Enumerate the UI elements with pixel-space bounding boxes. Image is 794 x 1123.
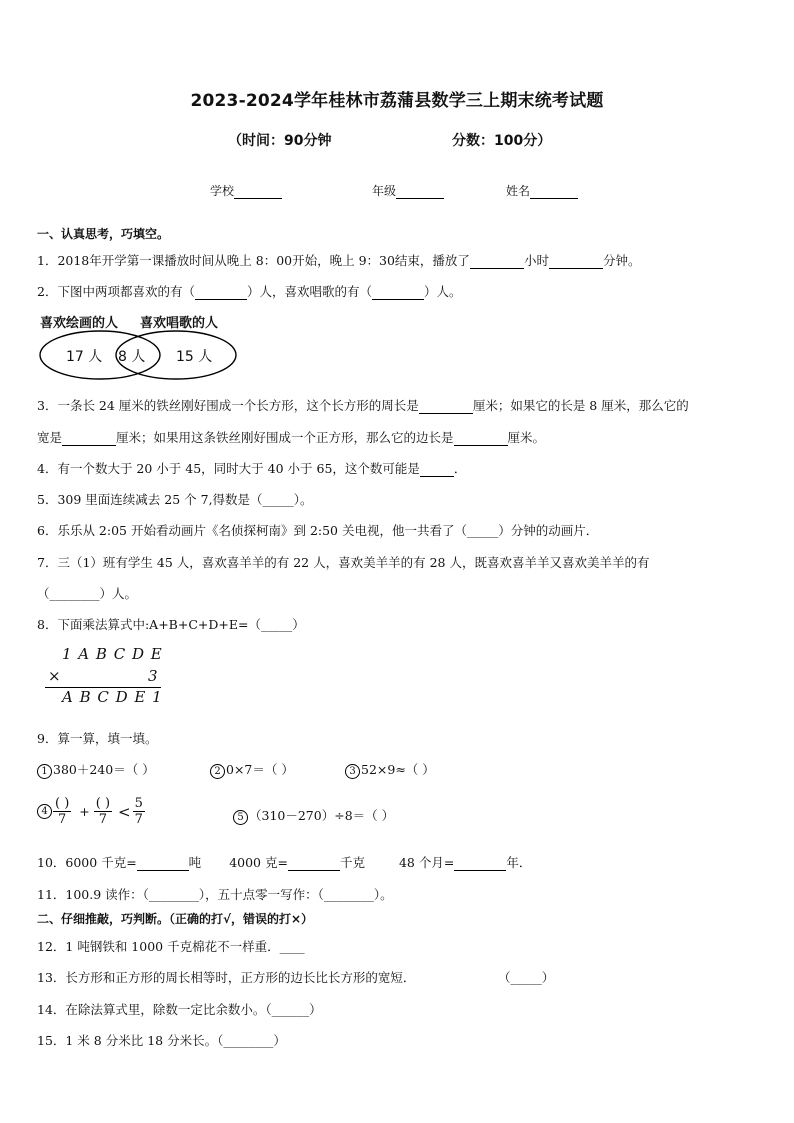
question-4 xyxy=(37,459,466,477)
q1-text-b: 小时 xyxy=(523,253,549,268)
q9-item-4 xyxy=(37,796,145,827)
q9-fraction-1-blank[interactable]: ( ) xyxy=(55,796,70,811)
question-1 xyxy=(37,251,640,269)
q3-blank-width[interactable] xyxy=(62,433,116,446)
question-12: 12．1 吨钢铁和 1000 千克棉花不一样重．____ xyxy=(37,939,305,954)
question-5: 5．309 里面连续减去 25 个 7,得数是（_____）。 xyxy=(37,492,313,507)
venn-left-count: 17 人 xyxy=(66,349,103,365)
question-8: 8．下面乘法算式中:A+B+C+D+E=（_____） xyxy=(37,617,305,632)
grade-field[interactable] xyxy=(372,182,444,199)
q9-item-3 xyxy=(345,760,435,779)
question-6: 6．乐乐从 2:05 开始看动画片《名侦探柯南》到 2:50 关电视，他一共看了（_____）分钟的动画片． xyxy=(37,523,599,538)
question-2 xyxy=(37,282,462,300)
q2-text-b: ）人，喜欢唱歌的有（ xyxy=(246,284,372,299)
circled-number-1: 1 xyxy=(37,764,52,779)
question-3-line1 xyxy=(37,396,689,414)
q10-text-d: 千克 xyxy=(339,855,365,870)
q2-blank-both[interactable] xyxy=(195,287,247,300)
mult-top-row: 1 A B C D E xyxy=(62,645,163,663)
q10-blank-1[interactable] xyxy=(137,858,189,871)
exam-time: （时间：90分钟 xyxy=(228,133,332,149)
q10-blank-3[interactable] xyxy=(454,858,506,871)
q1-blank-minutes[interactable] xyxy=(549,256,603,269)
q3-text-b: 厘米；如果它的长是 8 厘米，那么它的 xyxy=(472,398,689,413)
circled-number-4: 4 xyxy=(37,804,52,819)
question-10 xyxy=(37,853,531,871)
q4-blank[interactable] xyxy=(420,464,454,477)
q9-item-5 xyxy=(233,806,394,825)
venn-left-label: 喜欢绘画的人 xyxy=(40,316,119,331)
page-title: 2023-2024学年桂林市荔蒲县数学三上期末统考试题 xyxy=(190,91,604,111)
q9-item-2-text: 0×7＝（ ） xyxy=(226,762,294,777)
mult-multiplier: 3 xyxy=(148,667,158,685)
question-3-line2 xyxy=(37,428,545,446)
school-blank[interactable] xyxy=(234,186,282,199)
question-7-line2: （________）人。 xyxy=(37,586,138,601)
q9-fraction-3 xyxy=(133,796,145,827)
section1-heading: 一、认真思考，巧填空。 xyxy=(37,227,170,241)
name-label: 姓名 xyxy=(506,184,531,198)
school-label: 学校 xyxy=(210,184,235,198)
q10-text-e: 48 个月= xyxy=(398,855,455,870)
circled-number-2: 2 xyxy=(210,764,225,779)
circled-number-3: 3 xyxy=(345,764,360,779)
q2-blank-singing[interactable] xyxy=(372,287,424,300)
q1-text-c: 分钟。 xyxy=(602,253,641,268)
q10-blank-2[interactable] xyxy=(288,858,340,871)
q9-fraction-2 xyxy=(94,796,112,827)
grade-label: 年级 xyxy=(372,184,397,198)
grade-blank[interactable] xyxy=(396,186,444,199)
q9-fraction-3-den: 7 xyxy=(134,812,143,827)
q9-fraction-1 xyxy=(53,796,71,827)
venn-right-count: 15 人 xyxy=(176,349,213,365)
question-7-line1: 7．三（1）班有学生 45 人，喜欢喜羊羊的有 22 人，喜欢美羊羊的有 28 人，既喜欢喜羊羊又喜欢美羊羊的有 xyxy=(37,555,650,570)
q13-answer-blank[interactable]: （_____） xyxy=(498,970,555,985)
q10-text-c: 4000 克= xyxy=(229,855,288,870)
q2-text-a: 2．下图中两项都喜欢的有（ xyxy=(37,284,195,299)
question-13: 13．长方形和正方形的周长相等时，正方形的边长比长方形的宽短． xyxy=(37,970,416,985)
q9-item-5-text: （310－270）÷8＝（ ） xyxy=(249,808,395,823)
q2-text-c: ）人。 xyxy=(423,284,462,299)
q9-plus: + xyxy=(79,804,90,819)
q3-text-d: 厘米；如果用这条铁丝刚好围成一个正方形，那么它的边长是 xyxy=(116,430,454,445)
q10-text-b: 吨 xyxy=(188,855,202,870)
q9-item-2 xyxy=(210,760,294,779)
q9-fraction-2-blank[interactable]: ( ) xyxy=(95,796,111,811)
name-blank[interactable] xyxy=(530,186,578,199)
question-15: 15．1 米 8 分米比 18 分米长。（________） xyxy=(37,1033,286,1048)
section2-heading: 二、仔细推敲，巧判断。（正确的打√，错误的打×） xyxy=(37,912,314,926)
venn-middle-count: 8 人 xyxy=(118,349,146,365)
q1-blank-hours[interactable] xyxy=(470,256,524,269)
q3-blank-side[interactable] xyxy=(454,433,508,446)
q3-blank-perimeter[interactable] xyxy=(419,401,473,414)
q9-item-3-text: 52×9≈（ ） xyxy=(361,762,435,777)
q9-less-than: < xyxy=(118,802,131,821)
exam-score: 分数：100分） xyxy=(452,133,552,149)
q9-item-1-text: 380＋240＝（ ） xyxy=(53,762,155,777)
question-9: 9．算一算，填一填。 xyxy=(37,731,158,746)
q9-item-1 xyxy=(37,760,155,779)
q4-text-b: ． xyxy=(453,461,467,476)
name-field[interactable] xyxy=(506,182,578,199)
q9-fraction-2-den: 7 xyxy=(98,812,108,827)
q10-text-a: 10．6000 千克= xyxy=(37,855,137,870)
venn-right-label: 喜欢唱歌的人 xyxy=(140,316,219,331)
circled-number-5: 5 xyxy=(233,810,248,825)
q9-fraction-3-num: 5 xyxy=(134,796,143,811)
q3-text-a: 3．一条长 24 厘米的铁丝刚好围成一个长方形，这个长方形的周长是 xyxy=(37,398,419,413)
question-11: 11．100.9 读作：（________），五十点零一写作：（________）。 xyxy=(37,887,393,902)
q3-text-c: 宽是 xyxy=(37,430,63,445)
q4-text-a: 4．有一个数大于 20 小于 45，同时大于 40 小于 65，这个数可能是 xyxy=(37,461,420,476)
mult-result-row: A B C D E 1 xyxy=(62,688,163,706)
q9-fraction-1-den: 7 xyxy=(58,812,67,827)
question-14: 14．在除法算式里，除数一定比余数小。（______） xyxy=(37,1002,322,1017)
q10-text-f: 年． xyxy=(506,855,532,870)
school-field[interactable] xyxy=(210,182,282,199)
q1-text-a: 1．2018年开学第一课播放时间从晚上 8：00开始，晚上 9：30结束，播放了 xyxy=(37,253,470,268)
mult-sign: × xyxy=(48,667,61,685)
q3-text-e: 厘米。 xyxy=(507,430,546,445)
